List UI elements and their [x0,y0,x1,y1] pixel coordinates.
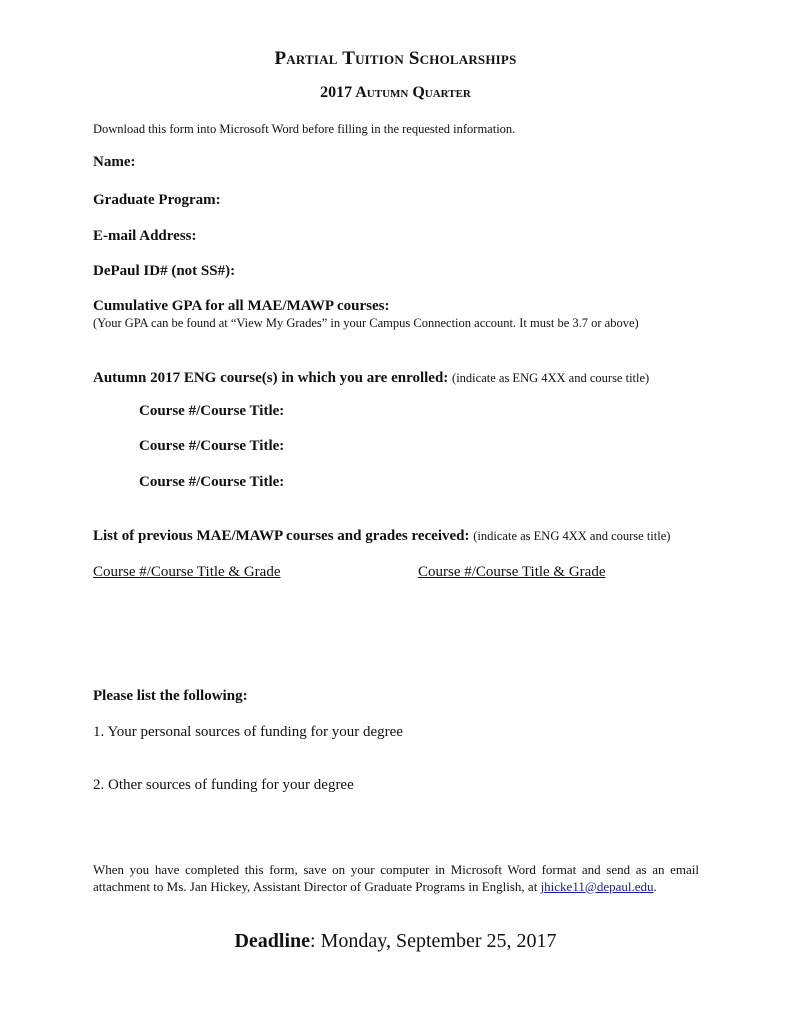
deadline [0,930,791,953]
deadline-label: Deadline [234,930,311,952]
contact-email-link[interactable]: jhicke11@depaul.edu [540,878,654,894]
previous-courses-heading [93,528,670,545]
gpa-note: (Your GPA can be found at “View My Grades” in your Campus Connection account. It must be 3.7 or above) [93,316,639,330]
enrolled-course-label-3: Course #/Course Title: [139,474,285,490]
name-label: Name: [93,154,136,170]
previous-courses-column-right: Course #/Course Title & Grade [418,564,606,580]
previous-courses-heading-text: List of previous MAE/MAWP courses and grades received: [93,528,470,544]
enrolled-courses-note: (indicate as ENG 4XX and course title) [452,371,650,385]
enrolled-course-label-2: Course #/Course Title: [139,438,285,454]
submission-instructions-period: . [653,878,657,894]
funding-heading: Please list the following: [93,688,248,704]
instruction-text: Download this form into Microsoft Word before filling in the requested information. [93,122,516,136]
graduate-program-label: Graduate Program: [93,192,221,208]
enrolled-courses-heading-text: Autumn 2017 ENG course(s) in which you are enrolled: [93,370,449,386]
enrolled-course-label-1: Course #/Course Title: [139,403,285,419]
submission-instructions [93,862,699,895]
page-subtitle: 2017 Autumn Quarter [320,84,471,101]
submission-instructions-text: When you have completed this form, save on your computer in Microsoft Word format and send as an email attachment to Ms. Jan Hickey, Assistant Director of Graduate Programs in English, at [93,862,699,894]
depaul-id-label: DePaul ID# (not SS#): [93,263,236,279]
previous-courses-note: (indicate as ENG 4XX and course title) [473,529,671,543]
email-label: E-mail Address: [93,228,197,244]
funding-item-personal: 1. Your personal sources of funding for your degree [93,724,403,740]
enrolled-courses-heading [93,370,649,387]
previous-courses-column-left: Course #/Course Title & Grade [93,564,281,580]
deadline-value: : Monday, September 25, 2017 [310,930,557,952]
funding-item-other: 2. Other sources of funding for your degree [93,777,354,793]
gpa-label: Cumulative GPA for all MAE/MAWP courses: [93,298,390,314]
page-title: Partial Tuition Scholarships [274,48,517,69]
